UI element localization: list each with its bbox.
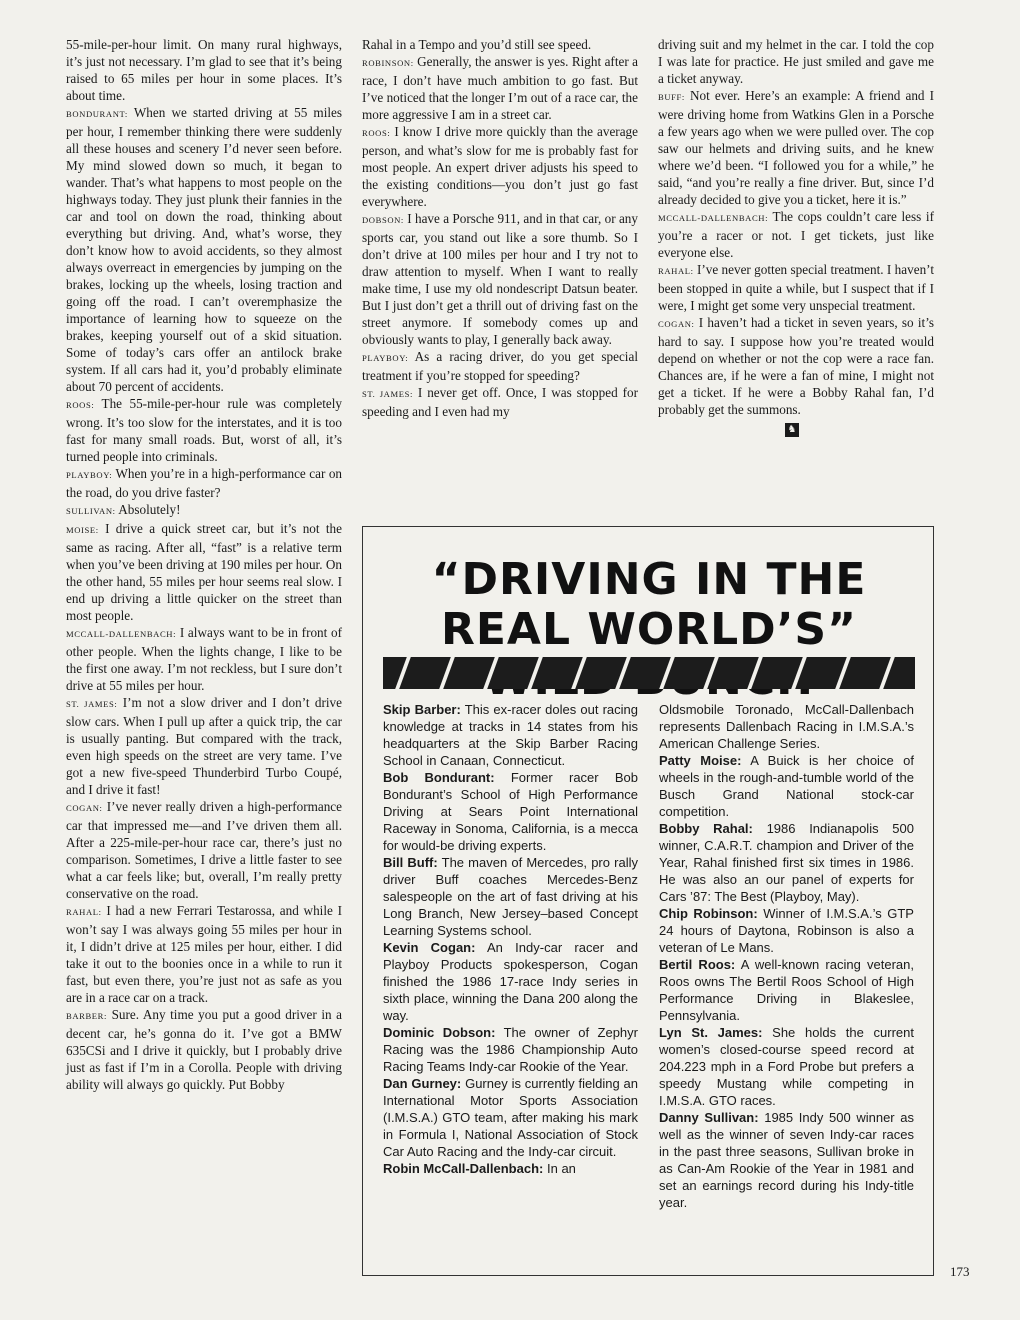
dialogue-text: I’ve never really driven a high-performance car that impressed me—and I’ve driven them all. After a 225-mile-per-hour race car, there’s just no comparison. Sometimes, I drive a little faster to see what a car feels like; but, overall, I’m really pretty conservative on the road. [66,799,342,901]
band-stripe [527,657,543,689]
dialogue-text: The cops couldn’t care less if you’re a racer or not. I get tickets, just like everyone else. [658,209,934,260]
bio-name: Lyn St. James: [659,1025,763,1040]
bio-name: Dominic Dobson: [383,1025,496,1040]
dialogue-paragraph [658,36,934,87]
end-mark-icon: ♞ [785,423,799,437]
dialogue-text: I had a new Ferrari Testarossa, and while I won’t say I was always going 55 miles per hour in it, I didn’t drive at 125 miles per hour, either. I did take it out to the boonies once in a while to run it fast, but even there, you’re just not as safe as you are in a race car on a track. [66,903,342,1005]
speaker-label: RAHAL: [658,266,694,276]
dialogue-text: I never get off. Once, I was stopped for speeding and I even had my [362,385,638,419]
speaker-label: RAHAL: [66,907,102,917]
bio-entry [659,956,914,1024]
dialogue-text: The 55-mile-per-hour rule was completely wrong. It’s too slow for the interstates, and it is too fast for many small roads. But, worst of all, it’s turned people into criminals. [66,396,342,464]
dialogue-text: I haven’t had a ticket in seven years, so it’s hard to say. I suppose how you’re treated would depend on whether or not the cop were a race fan. Chances are, if he were a fan of mine, I might not get a ticket. If he were a Bobby Rahal fan, I’d probably get the summons. [658,315,934,417]
dialogue-paragraph [658,314,934,418]
decorative-band [383,657,915,689]
dialogue-text: I know I drive more quickly than the average person, and what’s slow for me is probably fast for most people. An expert driver adjusts his speed to the existing conditions—you don’t just go fast everywhere. [362,124,638,209]
bio-entry [659,820,914,905]
band-stripe [879,657,895,689]
dialogue-text: As a racing driver, do you get special treatment if you’re stopped for speeding? [362,349,638,383]
speaker-label: MCCALL-DALLENBACH: [66,629,177,639]
bio-name: Kevin Cogan: [383,940,476,955]
bio-entry [659,905,914,956]
band-stripe [703,657,719,689]
bio-name: Skip Barber: [383,702,461,717]
sidebar-title: “DRIVING IN THE REAL WORLD’S” [431,554,867,655]
dialogue-paragraph [66,902,342,1006]
bio-text: The maven of Mercedes, pro rally driver Buff coaches Mercedes-Benz salespeople on the art of fast driving at his Long Branch, New Jersey–based Concept Learning Systems school. [383,855,638,938]
dialogue-paragraph [658,87,934,208]
dialogue-paragraph [66,501,342,520]
sidebar-column-1 [383,701,638,1177]
speaker-label: DOBSON: [362,215,404,225]
band-stripe [791,657,807,689]
speaker-label: MCCALL-DALLENBACH: [658,213,769,223]
bio-name: Danny Sullivan: [659,1110,759,1125]
band-stripe [483,657,499,689]
dialogue-paragraph [66,624,342,694]
bio-text: An Indy-car racer and Playboy Products spokesperson, Cogan finished the 1986 17-race Indy series in sixth place, winning the Dana 200 along the way. [383,940,638,1023]
dialogue-paragraph [66,465,342,501]
bio-name: Bob Bondurant: [383,770,495,785]
bio-text: 1985 Indy 500 winner as well as the winner of seven Indy-car races in the past three seasons, Sullivan broke in as Can-Am Rookie of the Year in 1981 and set an earnings record during his Indy-title year. [659,1110,914,1210]
dialogue-paragraph [66,104,342,395]
dialogue-paragraph [362,348,638,384]
dialogue-text: 55-mile-per-hour limit. On many rural highways, it’s just not necessary. I’m glad to see that it’s being raised to 65 miles per hour in some places. It’s about time. [66,37,342,103]
band-stripe [439,657,455,689]
speaker-label: PLAYBOY: [66,470,113,480]
dialogue-paragraph [66,694,342,798]
speaker-label: BARBER: [66,1011,107,1021]
bio-text: This ex-racer doles out racing knowledge at tracks in 14 states from his headquarters at the Skip Barber Racing School in Canaan, Connecticut. [383,702,638,768]
band-stripe [395,657,411,689]
bio-text: Oldsmobile Toronado, McCall-Dallenbach represents Dallenbach Racing in I.M.S.A.’s American Challenge Series. [659,702,914,751]
bio-entry [383,1075,638,1160]
dialogue-text: Absolutely! [118,502,181,517]
dialogue-text: Sure. Any time you put a good driver in a decent car, he’s gonna do it. I’ve got a BMW 635CSi and I drive it quickly, but I probably drive just as fast if I’m in a Corolla. People with driving ability will always go quickly. Put Bobby [66,1007,343,1092]
bio-text: A Buick is her choice of wheels in the rough-and-tumble world of the Busch Grand National stock-car competition. [659,753,914,819]
bio-text: A well-known racing veteran, Roos owns The Bertil Roos School of High Performance Driving in Blakeslee, Pennsylvania. [659,957,914,1023]
speaker-label: PLAYBOY: [362,353,409,363]
dialogue-paragraph [658,208,934,261]
dialogue-text: I’m not a slow driver and I don’t drive slow cars. When I pull up after a quick trip, the car is usually panting. But compared with the track, even high speeds on the street are very tame. I’ve got a new five-speed Thunderbird Turbo Coupé, and I drive it fast! [66,695,342,797]
speaker-label: BUFF: [658,92,685,102]
band-stripe [615,657,631,689]
speaker-label: SULLIVAN: [66,506,116,516]
dialogue-paragraph [362,210,638,348]
dialogue-text: Not ever. Here’s an example: A friend and I were driving home from Watkins Glen in a Porsche a few years ago when we were pulled over. The cop saw our helmets and driving suits, and he knew where we’d been. “I followed you for a while,” he said, “and you’re really a fine driver. But, since I’d already decided to give you a ticket, here it is.” [658,88,935,207]
bio-text: Former racer Bob Bondurant’s School of High Performance Driving at Sears Point International Raceway in Sonoma, California, is a mecca for would-be driving experts. [383,770,638,853]
speaker-label: ROOS: [66,400,95,410]
sidebar-column-2 [659,701,914,1211]
speaker-label: ST. JAMES: [362,389,413,399]
speaker-label: ROBINSON: [362,58,414,68]
band-stripe [659,657,675,689]
bio-name: Bobby Rahal: [659,821,753,836]
speaker-label: COGAN: [658,319,695,329]
dialogue-text: When we started driving at 55 miles per hour, I remember thinking there were suddenly all these houses and scenery I’d never seen before. My mind slowed down so much, it began to wander. That’s what happens to most people on the highways today. They just plunk their fannies in the car and tool on down the road, thinking about everything but driving. And, what’s worse, they don’t know how to avoid accidents, so they almost always overreact in emergencies by jumping on the brakes, locking up the wheels, losing traction and going off the road. I can’t overemphasize the importance of learning how to squeeze on the brakes, keeping yourself out of a skid situation. Some of today’s cars offer an antilock brake system. If all cars had it, you’d probably eliminate about 70 percent of accidents. [66,105,343,394]
bio-entry [659,1024,914,1109]
bio-name: Patty Moise: [659,753,742,768]
band-stripe [747,657,763,689]
article-column-3 [658,36,934,437]
bio-text: The owner of Zephyr Racing was the 1986 Championship Auto Racing Teams Indy-car Rookie of the Year. [383,1025,638,1074]
dialogue-text: I always want to be in front of other people. When the lights change, I like to be the first one away. I’m not reckless, but I sure don’t drive at 55 miles per hour. [66,625,343,693]
speaker-label: ROOS: [362,128,391,138]
bio-entry [659,1109,914,1211]
dialogue-text: I have a Porsche 911, and in that car, or any sports car, you stand out like a sore thumb. So I don’t drive at 100 miles per hour and I try not to draw attention to myself. When I want to really make time, I use my old nondescript Datsun beater. But I just don’t get a thrill out of driving fast on the street anymore. If somebody comes up and obviously wants to play, I generally back away. [362,211,638,347]
speaker-label: COGAN: [66,803,103,813]
band-stripe [571,657,587,689]
dialogue-text: Generally, the answer is yes. Right after a race, I don’t have much ambition to go fast. But I’ve noticed that the longer I’m out of a race car, the more aggressive I am in a street car. [362,54,639,122]
bio-text: Winner of I.M.S.A.’s GTP 24 hours of Daytona, Robinson is also a veteran of Le Mans. [659,906,914,955]
dialogue-text: I drive a quick street car, but it’s not the same as racing. After all, “fast” is a relative term when you’ve been driving at 190 miles per hour. On the other hand, 55 miles per hour seems real slow. I end up driving a little quicker on the street than most people. [66,521,342,623]
bio-entry [383,769,638,854]
dialogue-paragraph [362,36,638,53]
dialogue-text: I’ve never gotten special treatment. I haven’t been stopped in quite a while, but I suspect that if I were, I might get some very unspecial treatment. [658,262,934,313]
speaker-label: ST. JAMES: [66,699,118,709]
bio-entry [383,1160,638,1177]
dialogue-paragraph [362,123,638,210]
page-number: 173 [950,1264,970,1279]
bio-name: Dan Gurney: [383,1076,462,1091]
bio-entry [383,1024,638,1075]
bio-entry [659,701,914,752]
bio-name: Chip Robinson: [659,906,758,921]
speaker-label: BONDURANT: [66,109,128,119]
bio-entry [383,854,638,939]
bio-name: Bill Buff: [383,855,438,870]
dialogue-paragraph [362,384,638,420]
bio-entry [659,752,914,820]
dialogue-paragraph [362,53,638,123]
dialogue-paragraph [66,798,342,902]
dialogue-paragraph [658,261,934,314]
dialogue-paragraph [66,395,342,465]
dialogue-paragraph [66,1006,342,1093]
speaker-label: MOISE: [66,525,99,535]
article-column-2 [362,36,638,420]
dialogue-text: Rahal in a Tempo and you’d still see speed. [362,37,592,52]
bio-text: In an [546,1161,576,1176]
dialogue-text: When you’re in a high-performance car on the road, do you drive faster? [66,466,343,500]
dialogue-text: driving suit and my helmet in the car. I told the cop I was late for practice. He just smiled and gave me a ticket anyway. [658,37,934,86]
article-column-1 [66,36,342,1093]
bio-text: 1986 Indianapolis 500 winner, C.A.R.T. champion and Driver of the Year, Rahal finished first six times in 1986. He was also an our panel of experts for Cars ’87: The Best (Playboy, May). [659,821,914,904]
sidebar-box [362,526,934,1276]
bio-text: She holds the current women’s closed-course speed record at 204.223 mph in a Ford Probe but prefers a speedy Mustang while competing in I.M.S.A. GTO races. [659,1025,914,1108]
bio-entry [383,701,638,769]
band-stripe [835,657,851,689]
bio-name: Robin McCall-Dallenbach: [383,1161,544,1176]
bio-entry [383,939,638,1024]
dialogue-paragraph [66,36,342,104]
dialogue-paragraph [66,520,342,624]
bio-text: Gurney is currently fielding an International Motor Sports Association (I.M.S.A.) GTO team, after making his mark in Formula I, National Association of Stock Car Auto Racing and the Indy-car circuit. [383,1076,638,1159]
bio-name: Bertil Roos: [659,957,736,972]
